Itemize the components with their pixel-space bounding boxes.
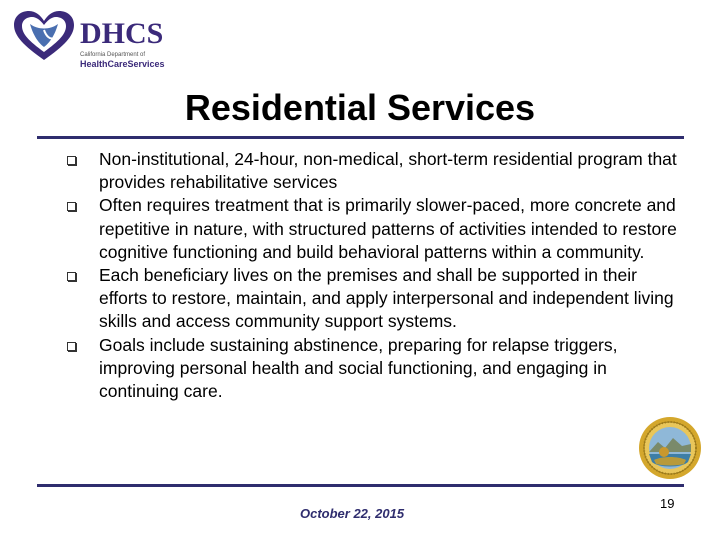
bullet-text: Non-institutional, 24-hour, non-medical, short-term residential program that provides rehabilitative services (99, 149, 677, 193)
title-divider (37, 136, 684, 139)
dhcs-logo (10, 8, 165, 69)
bullet-item (64, 194, 682, 264)
bullet-item (64, 148, 682, 194)
bullet-text: Each beneficiary lives on the premises and shall be supported in their efforts to restore, maintain, and apply interpersonal and independent living skills and access community support systems. (99, 265, 674, 332)
footer-date: October 22, 2015 (300, 506, 405, 521)
california-state-seal-icon (638, 416, 702, 480)
slide-title: Residential Services (184, 87, 536, 128)
logo-tagline: HealthCareServices (80, 59, 165, 69)
bullet-item (64, 264, 682, 334)
bullet-list (64, 148, 682, 403)
bullet-text: Often requires treatment that is primarily slower-paced, more concrete and repetitive in nature, with structured patterns of activities intended to restore cognitive functioning and build behavioral patterns within a community. (99, 195, 677, 262)
square-bullet-icon (67, 272, 76, 281)
bullet-text: Goals include sustaining abstinence, preparing for relapse triggers, improving personal health and social functioning, and engaging in continuing care. (99, 334, 618, 402)
bullet-item (64, 334, 682, 404)
heart-logo-icon (10, 8, 78, 66)
logo-text (80, 18, 165, 70)
logo-subtitle: California Department of (80, 52, 146, 58)
footer-divider (37, 484, 684, 487)
square-bullet-icon (67, 156, 76, 165)
square-bullet-icon (67, 342, 76, 351)
square-bullet-icon (67, 202, 76, 211)
page-number: 19 (660, 496, 675, 511)
logo-name: DHCS (80, 17, 164, 50)
